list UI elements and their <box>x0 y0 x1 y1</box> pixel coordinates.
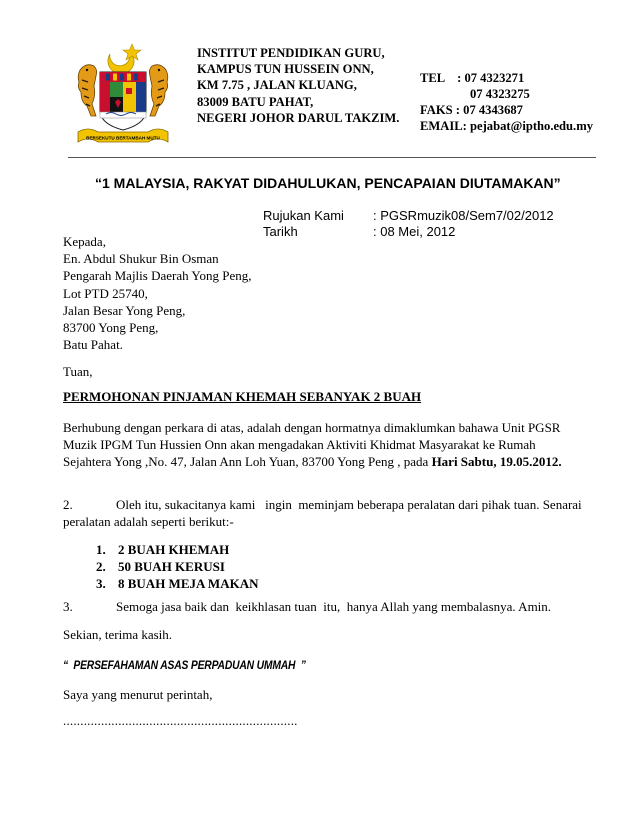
reference-value: : PGSRmuzik08/Sem7/02/2012 <box>373 208 554 223</box>
paragraph-3-text: Semoga jasa baik dan keikhlasan tuan itu, hanya Allah yang membalasnya. Amin. <box>116 599 552 614</box>
paragraph-3-number: 3. <box>63 599 73 614</box>
event-date: Hari Sabtu, 19.05.2012. <box>431 454 562 469</box>
item-number: 1. <box>96 542 106 557</box>
item-label: 50 BUAH KERUSI <box>118 559 225 574</box>
header-divider <box>68 157 596 158</box>
telephone-line-2: 07 4323275 <box>470 87 530 101</box>
recipient-line: En. Abdul Shukur Bin Osman <box>63 251 219 267</box>
sign-off: Saya yang menurut perintah, <box>63 687 213 702</box>
institute-line: INSTITUT PENDIDIKAN GURU, <box>197 46 385 60</box>
list-item <box>96 575 258 592</box>
institute-address <box>197 45 399 126</box>
letter-subject: PERMOHONAN PINJAMAN KHEMAH SEBANYAK 2 BUAH <box>63 389 422 404</box>
salutation: Tuan, <box>63 364 93 379</box>
paragraph-2-text: Oleh itu, sukacitanya kami ingin meminjam beberapa peralatan dari pihak tuan. Senarai peralatan adalah seperti berikut:- <box>63 497 585 529</box>
institute-line: 83009 BATU PAHAT, <box>197 94 314 109</box>
item-number: 2. <box>96 559 106 574</box>
list-item <box>96 541 258 558</box>
recipient-line: Jalan Besar Yong Peng, <box>63 302 186 318</box>
email-line: EMAIL: pejabat@iptho.edu.my <box>420 119 593 133</box>
date-label: Tarikh <box>263 224 298 239</box>
recipient-line: Kepada, <box>63 234 106 249</box>
recipient-address <box>63 233 251 353</box>
contact-details <box>420 70 593 134</box>
item-label: 8 BUAH MEJA MAKAN <box>118 576 259 591</box>
telephone-line-1: TEL : 07 4323271 <box>420 71 525 85</box>
recipient-line: Pengarah Majlis Daerah Yong Peng, <box>63 268 252 284</box>
recipient-line: 83700 Yong Peng, <box>63 320 159 336</box>
institute-line: KM 7.75 , JALAN KLUANG, <box>197 78 357 93</box>
paragraph-2-number: 2. <box>63 497 73 512</box>
recipient-line: Batu Pahat. <box>63 337 123 353</box>
signature-line: .................................................................... <box>63 713 298 728</box>
paragraph-1 <box>63 419 583 470</box>
paragraph-3 <box>63 599 551 615</box>
recipient-line: Lot PTD 25740, <box>63 285 148 301</box>
item-number: 3. <box>96 576 106 591</box>
reference-label: Rujukan Kami <box>263 208 344 223</box>
national-motto: “1 MALAYSIA, RAKYAT DIDAHULUKAN, PENCAPAIAN DIUTAMAKAN” <box>95 175 561 191</box>
date-value: : 08 Mei, 2012 <box>373 224 456 239</box>
list-item <box>96 558 258 575</box>
coat-of-arms-logo <box>70 40 176 152</box>
closing-line: Sekian, terima kasih. <box>63 627 173 642</box>
slogan: “ PERSEFAHAMAN ASAS PERPADUAN UMMAH ” <box>63 658 306 672</box>
institute-line: NEGERI JOHOR DARUL TAKZIM. <box>197 110 400 125</box>
paragraph-2 <box>63 496 583 530</box>
equipment-list <box>96 541 258 592</box>
institute-line: KAMPUS TUN HUSSEIN ONN, <box>197 62 374 77</box>
item-label: 2 BUAH KHEMAH <box>118 542 230 557</box>
fax-line: FAKS : 07 4343687 <box>420 103 523 117</box>
paragraph-1-text: Berhubung dengan perkara di atas, adalah dengan hormatnya dimaklumkan bahawa Unit PGSR Muzik IPGM Tun Hussien Onn akan mengadakan Aktiviti Khidmat Masyarakat ke Rumah Sejahtera Yong ,No. 47, Jalan Ann Loh Yuan, 83700 Yong Peng , pada <box>63 420 561 469</box>
crest-motto-text: BERSEKUTU BERTAMBAH MUTU <box>86 135 160 141</box>
